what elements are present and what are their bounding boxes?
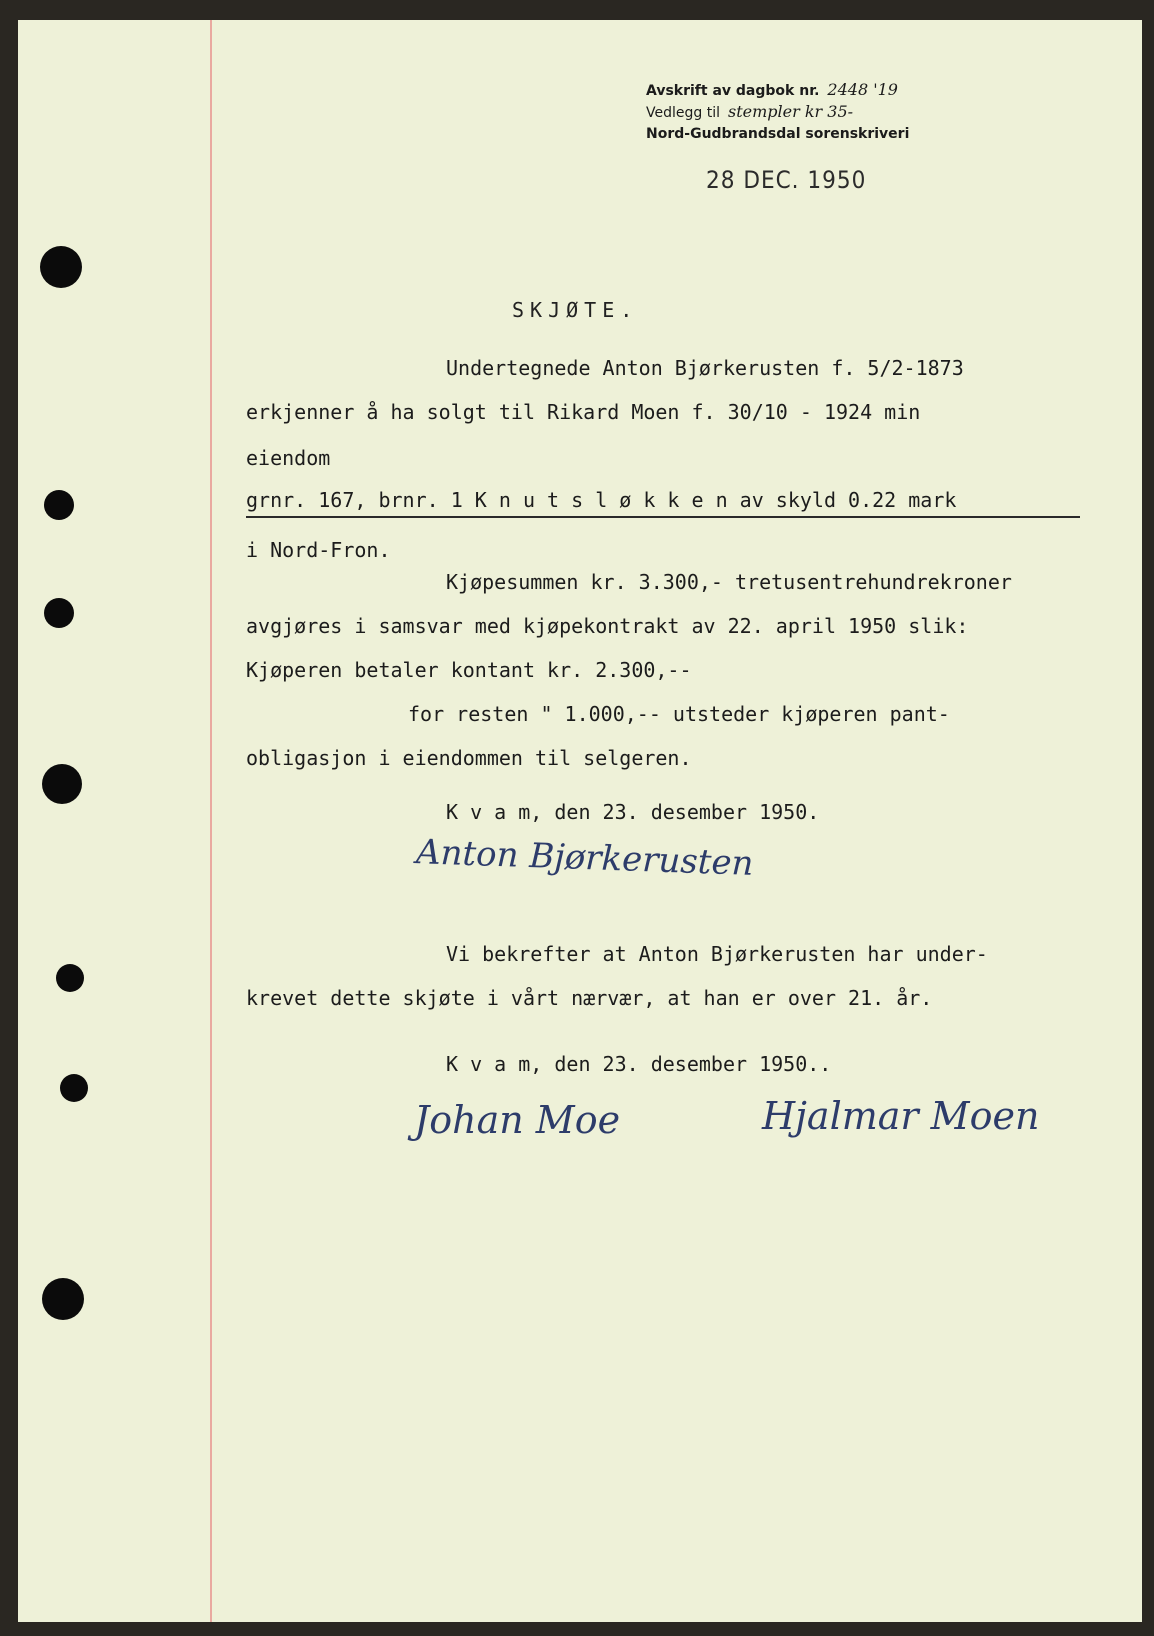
place-date: K v a m, den 23. desember 1950. — [446, 800, 820, 824]
stamp-line2-label: Vedlegg til — [646, 105, 720, 121]
body-line: Undertegnede Anton Bjørkerusten f. 5/2-1873 — [446, 356, 964, 380]
stamp-line1-hand: 2448 '19 — [827, 80, 898, 99]
document-title: SKJØTE. — [512, 298, 639, 322]
body-line: avgjøres i samsvar med kjøpekontrakt av 22. april 1950 slik: — [246, 614, 969, 638]
place-date: K v a m, den 23. desember 1950.. — [446, 1052, 832, 1076]
body-line: for resten " 1.000,-- utsteder kjøperen pant- — [408, 702, 950, 726]
body-line: krevet dette skjøte i vårt nærvær, at han er over 21. år. — [246, 986, 933, 1010]
registry-stamp-line-1 — [646, 80, 898, 99]
stamp-line3-label: Nord-Gudbrandsdal sorenskriveri — [646, 126, 910, 142]
stamp-line2-hand: stempler kr 35- — [728, 102, 854, 121]
body-line: Kjøperen betaler kontant kr. 2.300,-- — [246, 658, 692, 682]
body-line: eiendom — [246, 446, 331, 470]
body-line: i Nord-Fron. — [246, 538, 391, 562]
binder-hole — [42, 1278, 84, 1320]
body-line: Vi bekrefter at Anton Bjørkerusten har under- — [446, 942, 988, 966]
body-line: erkjenner å ha solgt til Rikard Moen f. 30/10 - 1924 min — [246, 400, 921, 424]
seller-signature: Anton Bjørkerusten — [415, 832, 755, 884]
stamp-line1-label: Avskrift av dagbok nr. — [646, 83, 820, 99]
faded-mark — [444, 140, 448, 156]
binder-hole — [60, 1074, 88, 1102]
body-line: Kjøpesummen kr. 3.300,- tretusentrehundrekroner — [446, 570, 1012, 594]
property-line: grnr. 167, brnr. 1 K n u t s l ø k k e n av skyld 0.22 mark — [246, 488, 957, 512]
binder-hole — [44, 598, 74, 628]
witness-signature-1: Johan Moe — [414, 1098, 621, 1142]
registry-stamp-line-2 — [646, 102, 853, 121]
binder-hole — [42, 764, 82, 804]
date-stamp: 28 DEC. 1950 — [706, 166, 867, 194]
property-underline — [246, 516, 1080, 518]
margin-line — [210, 20, 212, 1622]
binder-hole — [56, 964, 84, 992]
binder-hole — [40, 246, 82, 288]
binder-hole — [44, 490, 74, 520]
registry-stamp-line-3 — [646, 126, 909, 142]
document-page — [18, 20, 1142, 1622]
body-line: obligasjon i eiendommen til selgeren. — [246, 746, 692, 770]
witness-signature-2: Hjalmar Moen — [762, 1094, 1040, 1138]
